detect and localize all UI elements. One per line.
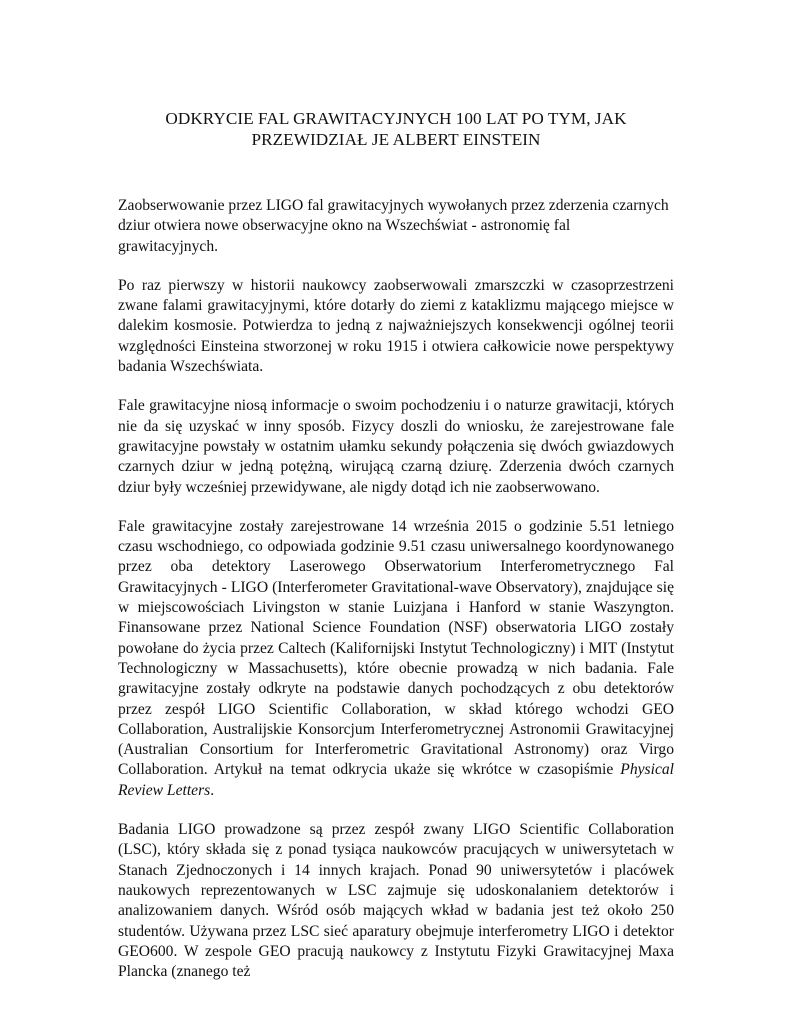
document-body (118, 196, 674, 1001)
paragraph-detection-details (118, 517, 674, 801)
journal-suffix: . (210, 781, 215, 799)
detection-details-text: Fale grawitacyjne zostały zarejestrowane 14 września 2015 o godzinie 5.51 letniego czasu wschodniego, co odpowiada godzinie 9.51 czasu uniwersalnego koordynowanego przez oba detektory Laserowego Obserwatorium Interferometrycznego Fal Grawitacyjnych - LIGO (Interferometer Gravitational-wave Observatory), znajdujące się w miejscowościach Livingston w stanie Luizjana i Hanford w stanie Waszyngton. Finansowane przez National Science Foundation (NSF) obserwatoria LIGO zostały powołane do życia przez Caltech (Kalifornijski Instytut Technologiczny) i MIT (Instytut Technologiczny w Massachusetts), które obecnie prowadzą w nich badania. Fale grawitacyjne zostały odkryte na podstawie danych pochodzących z obu detektorów przez zespół LIGO Scientific Collaboration, w skład którego wchodzi GEO Collaboration, Australijskie Konsorcjum Interferometrycznej Astronomii Grawitacyjnej (Australian Consortium for Interferometric Gravitational Astronomy) oraz Virgo Collaboration. Artykuł na temat odkrycia ukaże się wkrótce w czasopiśmie (118, 517, 674, 779)
journal-name: Physical Review Letters (118, 761, 674, 799)
paragraph-lsc-research: Badania LIGO prowadzone są przez zespół zwany LIGO Scientific Collaboration (LSC), który składa się z ponad tysiąca naukowców pracujących w uniwersytetach w Stanach Zjednoczonych i 14 innych krajach. Ponad 90 uniwersytetów i placówek naukowych reprezentowanych w LSC zajmuje się udoskonalaniem detektorów i analizowaniem danych. Wśród osób mających wkład w badania jest też około 250 studentów. Używana przez LSC sieć aparatury obejmuje interferometry LIGO i detektor GEO600. W zespole GEO pracują naukowcy z Instytutu Fizyki Grawitacyjnej Maxa Plancka (znanego też (118, 821, 674, 981)
title-line-1: ODKRYCIE FAL GRAWITACYJNYCH 100 LAT PO TYM, JAK (165, 109, 627, 128)
paragraph-intro: Zaobserwowanie przez LIGO fal grawitacyjnych wywołanych przez zderzenia czarnych dziur otwiera nowe obserwacyjne okno na Wszechświat - astronomię fal grawitacyjnych. (118, 197, 669, 255)
document-title (118, 108, 674, 150)
title-line-2: PRZEWIDZIAŁ JE ALBERT EINSTEIN (251, 130, 541, 149)
paragraph-first-observation: Po raz pierwszy w historii naukowcy zaobserwowali zmarszczki w czasoprzestrzeni zwane falami grawitacyjnymi, które dotarły do ziemi z kataklizmu mającego miejsce w dalekim kosmosie. Potwierdza to jedną z najważniejszych konsekwencji ogólnej teorii względności Einsteina stworzonej w roku 1915 i otwiera całkowicie nowe perspektywy badania Wszechświata. (118, 276, 674, 376)
paragraph-wave-information: Fale grawitacyjne niosą informacje o swoim pochodzeniu i o naturze grawitacji, których nie da się uzyskać w inny sposób. Fizycy doszli do wniosku, że zarejestrowane fale grawitacyjne powstały w ostatnim ułamku sekundy połączenia się dwóch gwiazdowych czarnych dziur w jedną potężną, wirującą czarną dziurę. Zderzenia dwóch czarnych dziur były wcześniej przewidywane, ale nigdy dotąd ich nie zaobserwowano. (118, 397, 674, 496)
